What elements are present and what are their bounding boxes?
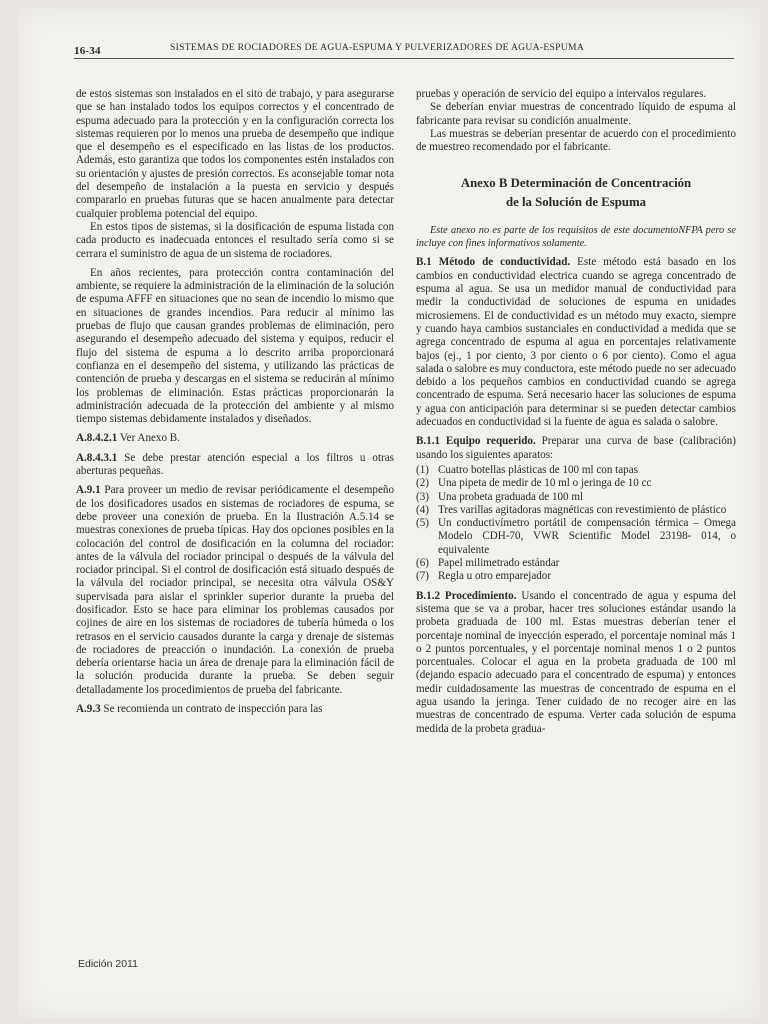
section-label: B.1.2 Procedimiento. xyxy=(416,589,517,602)
section-text: Ver Anexo B. xyxy=(117,432,180,445)
section-text: Se recomienda un contrato de inspección para las xyxy=(100,703,323,716)
paragraph: pruebas y operación de servicio del equipo a intervalos regulares. xyxy=(416,88,707,100)
page-number: 16-34 xyxy=(74,45,101,57)
section-label: A.9.1 xyxy=(76,484,101,497)
list-item: (4) Tres varillas agitadoras magnéticas con revestimiento de plástico xyxy=(416,503,727,516)
equipment-list xyxy=(416,464,736,584)
section-a8421 xyxy=(76,432,394,445)
annex-title-line: de la Solución de Espuma xyxy=(505,195,647,210)
paragraph: Las muestras se deberían presentar de acuerdo con el procedimiento de muestreo recomendado por el fabricante. xyxy=(416,127,736,154)
section-text: Preparar una curva de base (calibración) usando los siguientes aparatos: xyxy=(416,435,736,461)
section-b12 xyxy=(416,590,736,736)
running-header xyxy=(74,38,734,59)
paragraph: En estos tipos de sistemas, si la dosificación de espuma listada con cada producto es inadecuada entonces el resultado sería como si se cerrara el suministro de agua de un sistema de rociadores. xyxy=(76,220,394,260)
section-text: Este método está basado en los cambios en conductividad electrica cuando se agrega concentrado de espuma al agua. Se usa un medidor manual de conductividad para medir la conductividad de soluciones de espuma en unidades microsiemens. El de conductividad es un método muy exacto, siempre y cuando haya cambios sustanciales en conductividad a medida que se agrega concentrado de espuma al agua en porcentajes relativamente bajos (ej., 1 por ciento, 3 por ciento o 6 por ciento). Como el agua salada o salobre es muy conductora, este método puede no ser adecuado debido a los pequeños cambios en conductividad cuando se agrega concentrado de espuma. Será necesario hacer las soluciones de espuma y agua con anticipación para determinar si se pueden detectar cambios adecuados en conductividad si la fuente de agua es salada o salobre. xyxy=(416,256,736,429)
list-item: (1) Cuatro botellas plásticas de 100 ml con tapas xyxy=(416,463,638,476)
document-page xyxy=(18,8,760,1018)
annex-title xyxy=(416,174,736,212)
section-a8431 xyxy=(76,452,394,479)
list-item: (2) Una pipeta de medir de 10 ml o jeringa de 10 cc xyxy=(416,477,652,490)
paragraph: de estos sistemas son instalados en el sito de trabajo, y para asegurarse que se han instalado todos los equipos correctos y el concentrado de espuma adecuado para la protección y en la configuración correcta los sistemas requieren por lo menos una prueba de desempeño que indique que el desempeño es el especificado en las listas de los productos. Además, esto garantiza que todos los componentes estén instalados con su orientación y ajustes de presión correctos. Es aconsejable tomar nota del desempeño de instalación a la puesta en servicio y después compararlo en pruebas futuras que se hacen anualmente para detectar cualquier problema potencial del equipo. xyxy=(76,88,394,220)
list-item: (7) Regla u otro emparejador xyxy=(416,570,552,583)
paragraph: En años recientes, para protección contra contaminación del ambiente, se requiere la administración de la eliminación de la solución de espuma AFFF en situaciones que no sean de incendio lo mismo que en situaciones de grandes incendios. Para reducir al mínimo las pruebas de flujo que causan grandes problemas de eliminación, pero asegurando el desempeño adecuado del sistema y equipos, reducir el flujo del sistema de espuma a lo descrito arriba proporcionará confianza en el desempeño del sistema, y utilizando las prácticas de contención de prueba y descargas en el sistema se reducirán al mínimo los problemas de eliminación. Estas prácticas proporcionarán la administración adecuada de la protección del ambiente y al mismo tiempo sistemas debidamente instalados y diseñados. xyxy=(76,266,394,426)
annex-note: Este anexo no es parte de los requisitos de este documentoNFPA pero se incluye con fines informativos solamente. xyxy=(416,225,736,250)
paragraph: Se deberían enviar muestras de concentrado líquido de espuma al fabricante para revisar su condición anualmente. xyxy=(416,101,736,127)
section-text: Para proveer un medio de revisar periódicamente el desempeño de los dosificadores usados en sistemas de rociadores de espuma, se debe proveer una conexión de prueba. En la Ilustración A.5.14 se muestras conexiones de prueba típicas. Hay dos opciones posibles en la colocación del control de dosificación en la columna del rociador: antes de la válvula del rociador principal o después de la válvula del rociador principal. Si el control de dosificación está situado después de la válvula del rociador principal, se necesita otra válvula OS&Y supervisada para aislar el sprinkler superior durante la prueba del dosificador. Esto se hace para eliminar los problemas causados por cojines de aire en los sistemas de rociadores de tubería húmeda o los retrasos en el servicio causados durante la carga y drenaje de sistemas de rociadores de preacción o inundación. La conexión de prueba debería orientarse hacia un área de drenaje para la eliminación fácil de la solución producida durante la prueba. Se deben seguir detalladamente los procedimientos de prueba del fabricante. xyxy=(76,484,394,696)
section-text: Usando el concentrado de agua y espuma del sistema que se va a probar, hacer tres soluciones estándar usando la probeta graduada de 100 ml. Estas muestras deberían tener el porcentaje nominal de inyección esperado, el porcentaje nominal más 1 o 2 puntos porcentuales, y el porcentaje nominal menos 1 o 2 puntos porcentuales. Colocar el agua en la probeta graduada de 100 ml (dejando espacio adecuado para el concentrado de espuma) y entonces medir cuidadosamente las muestras de concentrado de espuma en el agua usando la jeringa. Tener cuidado de no recoger aire en las muestras de concentrado de espuma. Verter cada solución de espuma medida de la probeta gradua- xyxy=(416,589,736,735)
section-label: A.8.4.3.1 xyxy=(76,451,118,464)
section-label: A.9.3 xyxy=(76,703,101,716)
right-column xyxy=(416,88,736,736)
section-label: B.1 Método de conductividad. xyxy=(416,256,571,269)
annex-title-line: Anexo B Determinación de Concentración xyxy=(460,176,692,191)
list-item: (3) Una probeta graduada de 100 ml xyxy=(416,490,584,503)
section-b1 xyxy=(416,256,736,429)
section-a93 xyxy=(76,703,394,716)
edition-footer: Edición 2011 xyxy=(78,958,138,970)
running-title: SISTEMAS DE ROCIADORES DE AGUA-ESPUMA Y PULVERIZADORES DE AGUA-ESPUMA xyxy=(170,42,585,53)
section-b11 xyxy=(416,435,736,462)
section-text: Se debe prestar atención especial a los filtros u otras aberturas pequeñas. xyxy=(76,451,394,478)
left-column xyxy=(76,88,394,716)
section-label: B.1.1 Equipo requerido. xyxy=(416,435,536,448)
section-a91 xyxy=(76,484,394,697)
section-label: A.8.4.2.1 xyxy=(76,432,118,445)
list-item: (5) Un conductivímetro portátil de compensación térmica – Omega Modelo CDH-70, VWR Scientific Model 23198- 014, o equivalente xyxy=(416,517,736,556)
list-item: (6) Papel milimetrado estándar xyxy=(416,557,560,570)
